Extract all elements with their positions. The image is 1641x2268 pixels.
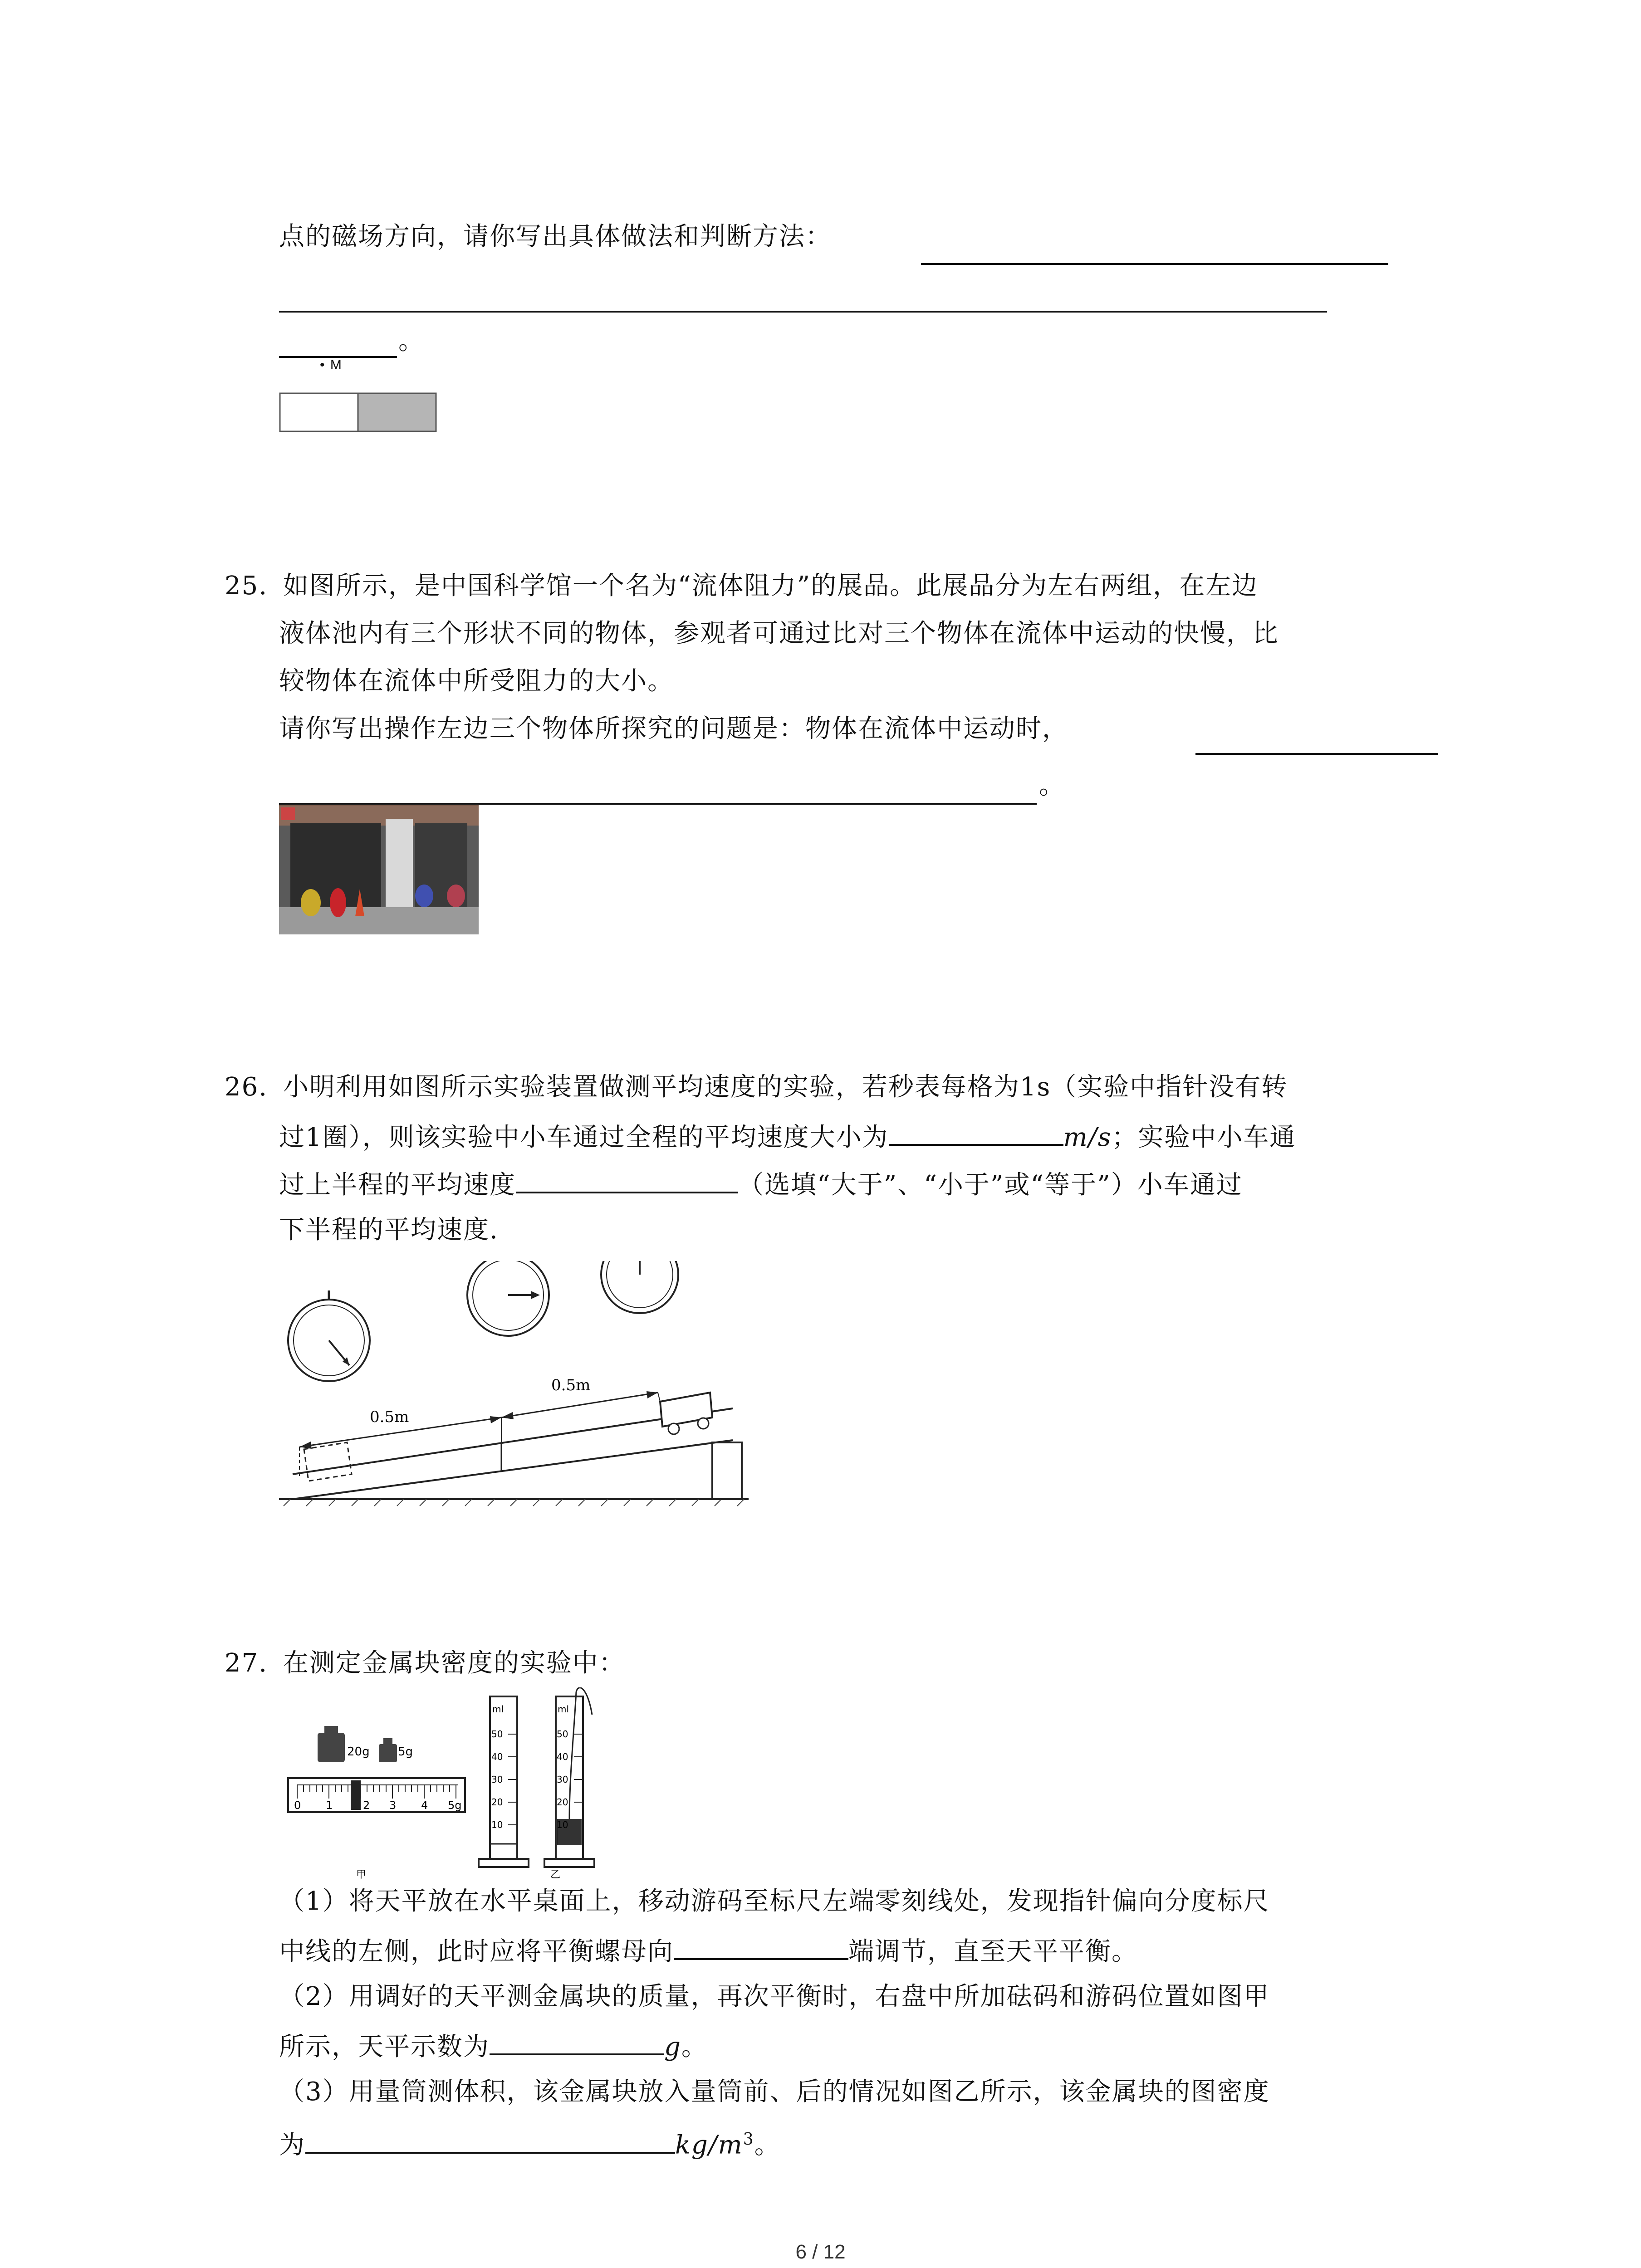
q25-line2: 液体池内有三个形状不同的物体，参观者可通过比对三个物体在流体中运动的快慢，比 [279, 619, 1279, 648]
q27-cyl1-tick-50: 50 [491, 1729, 503, 1740]
q25-answer-blank-1[interactable] [1195, 753, 1438, 755]
q25-object-blue-1 [415, 885, 433, 907]
q27-cylinder-before [479, 1696, 529, 1867]
q26-arrowhead-lower-left [299, 1442, 312, 1449]
q26-label-1: 0.5m [370, 1408, 409, 1426]
q26-arrow-upper [501, 1393, 658, 1418]
q25-object-yellow [301, 889, 321, 916]
q27-cyl2-unit: ml [558, 1704, 569, 1715]
q24-figure [279, 392, 438, 433]
q27-figure [279, 1687, 642, 1887]
q27-scale-bar [288, 1778, 465, 1812]
q27-cyl2-tick-30: 30 [557, 1774, 568, 1785]
q27-scale-label-2: 2 [363, 1799, 370, 1812]
q27-label-jia: 甲 [356, 1869, 367, 1881]
q26-incline-bottom [293, 1440, 733, 1499]
q24-end-mark: 。 [398, 326, 425, 356]
q27-cyl1-tick-20: 20 [491, 1797, 503, 1808]
q26-stopwatch-middle [467, 1261, 549, 1336]
q25-answer-blank-2[interactable] [279, 803, 1037, 805]
q27-cyl2-tick-50: 50 [557, 1729, 568, 1740]
q27-cyl2-tick-20: 20 [557, 1797, 568, 1808]
q26-label-2: 0.5m [551, 1376, 591, 1394]
q25-end-mark: 。 [1039, 771, 1065, 800]
q26-cart-top [660, 1393, 712, 1434]
q27-number: 27. [225, 1648, 268, 1678]
q27-weight-label-20g: 20g [347, 1745, 370, 1759]
q27-rider [351, 1780, 361, 1810]
q26-line3: 过上半程的平均速度 （选填“大于”、“小于”或“等于”）小车通过 [279, 1168, 1243, 1200]
q27-label-yi: 乙 [550, 1869, 561, 1881]
q27-answer-blank-direction[interactable] [674, 1935, 848, 1960]
q26-arrowhead-upper-left [501, 1412, 514, 1419]
q24-answer-blank-2[interactable] [279, 311, 1327, 313]
q27-cyl1-tick-40: 40 [491, 1751, 503, 1762]
page-number: 6 / 12 [795, 2241, 846, 2263]
q24-fig-label: • M [320, 357, 343, 372]
q27-weight-5g [379, 1738, 397, 1762]
q25-line4: 请你写出操作左边三个物体所探究的问题是：物体在流体中运动时， [279, 714, 1068, 743]
q26-answer-blank-speed[interactable] [889, 1120, 1063, 1146]
q27-p1-line2: 中线的左侧，此时应将平衡螺母向 端调节，直至天平平衡。 [279, 1935, 1138, 1966]
q27-scale-label-4: 4 [421, 1799, 428, 1812]
q26-line2: 过1圈），则该实验中小车通过全程的平均速度大小为 m/s；实验中小车通 [279, 1120, 1296, 1152]
q24-block-left [280, 393, 358, 431]
q25-photo-svg [279, 805, 479, 934]
q27-line1: 27. 在测定金属块密度的实验中： [225, 1648, 625, 1678]
q24-answer-blank-1[interactable] [921, 263, 1388, 265]
q27-cyl2-tick-40: 40 [557, 1751, 568, 1762]
q27-answer-blank-density[interactable] [305, 2128, 675, 2154]
q25-line3: 较物体在流体中所受阻力的大小。 [279, 666, 674, 696]
q27-p2-line1: （2）用调好的天平测金属块的质量，再次平衡时，右盘中所加砝码和游码位置如图甲 [279, 1982, 1270, 2011]
q26-stopwatch-top [601, 1261, 678, 1313]
q26-ground-hatch [284, 1499, 744, 1506]
q25-photo [279, 805, 479, 934]
q27-p1-line1: （1）将天平放在水平桌面上，移动游码至标尺左端零刻线处，发现指针偏向分度标尺 [279, 1887, 1270, 1916]
q25-object-red [330, 888, 346, 917]
q26-line4: 下半程的平均速度. [279, 1215, 499, 1245]
q27-weight-label-5g: 5g [398, 1745, 413, 1759]
q26-answer-blank-compare[interactable] [516, 1168, 738, 1193]
q26-line1: 26. 小明利用如图所示实验装置做测平均速度的实验，若秒表每格为1s（实验中指针没有转 [225, 1072, 1288, 1102]
q27-cyl1-tick-10: 10 [491, 1819, 503, 1830]
q27-cyl1-unit: ml [492, 1704, 504, 1715]
q25-line1: 25. 如图所示，是中国科学馆一个名为“流体阻力”的展品。此展品分为左右两组，在左边 [225, 571, 1259, 601]
q27-p3-line2: 为 $kg/m^3$。 [279, 2125, 781, 2160]
q26-figure [279, 1261, 751, 1515]
q27-p3-line1: （3）用量筒测体积，该金属块放入量筒前、后的情况如图乙所示，该金属块的图密度 [279, 2077, 1270, 2107]
q27-answer-blank-mass[interactable] [490, 2030, 664, 2055]
q26-support-block [712, 1442, 742, 1499]
q25-number: 25. [225, 571, 268, 601]
q27-scale-label-0: 0 [294, 1799, 301, 1812]
q27-weight-20g [318, 1726, 345, 1762]
q24-line1: 点的磁场方向，请你写出具体做法和判断方法： [279, 222, 832, 251]
q27-cyl2-tick-10: 10 [557, 1819, 568, 1830]
q24-figure-svg [279, 392, 438, 433]
q25-object-blue-2 [447, 885, 465, 907]
q25-photo-top [279, 805, 479, 826]
q26-guide-right [658, 1393, 660, 1402]
q27-p2-line2: 所示，天平示数为 g。 [279, 2030, 708, 2062]
q26-stopwatch-bottom [288, 1290, 370, 1381]
q27-figure-svg [279, 1687, 642, 1887]
q25-hand [281, 807, 295, 820]
q27-scale-label-1: 1 [326, 1799, 333, 1812]
q26-number: 26. [225, 1072, 268, 1102]
q27-scale-label-5g: 5g [448, 1799, 462, 1812]
q27-scale-label-3: 3 [389, 1799, 397, 1812]
q24-block-right [358, 393, 436, 431]
q26-figure-svg [279, 1261, 751, 1515]
q27-cyl1-tick-30: 30 [491, 1774, 503, 1785]
q27-cylinder-after [544, 1688, 594, 1867]
